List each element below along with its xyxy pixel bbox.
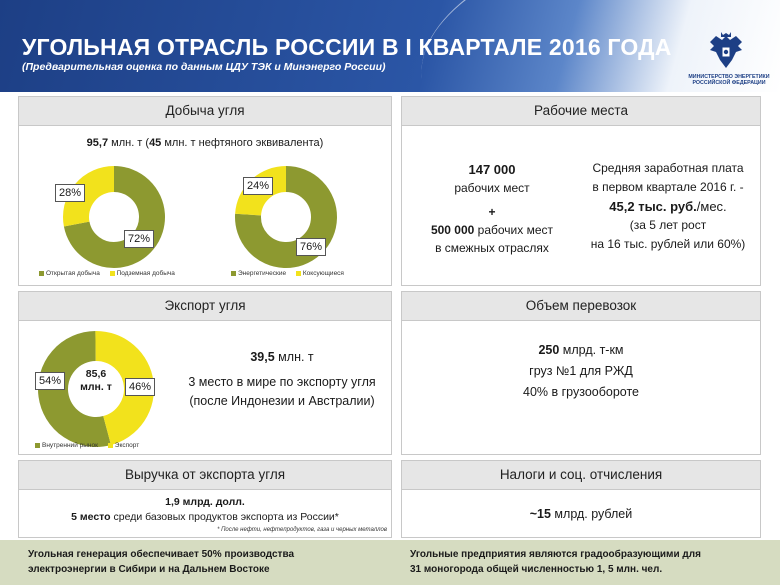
bottom-left-line1: Угольная генерация обеспечивает 50% производства — [28, 549, 295, 560]
salary-line1: Средняя заработная плата — [592, 161, 744, 175]
transport-panel — [401, 291, 761, 455]
revenue-rank-rest: среди базовых продуктов экспорта из России* — [110, 511, 339, 523]
revenue-footnote: * После нефти, нефтепродуктов, газа и черных металлов — [217, 527, 387, 533]
bottom-right-text — [410, 547, 701, 577]
taxes-unit: млрд. рублей — [550, 507, 633, 521]
salary-line4: (за 5 лет рост — [629, 218, 707, 232]
export-total-unit: млн. т — [80, 381, 112, 393]
bottom-right-line1: Угольные предприятия являются градообразующими для — [410, 549, 701, 560]
legend-swatch-yellow — [110, 271, 115, 276]
export-rank-line2: (после Индонезии и Австралии) — [189, 394, 375, 408]
export-rank-line1: 3 место в мире по экспорту угля — [188, 375, 376, 389]
transport-line3: 40% в грузообороте — [523, 385, 639, 399]
production-title: Добыча угля — [19, 97, 391, 126]
export-donut-center — [67, 368, 125, 394]
ministry-label: МИНИСТЕРСТВО ЭНЕРГЕТИКИ РОССИЙСКОЙ ФЕДЕРАЦИИ — [688, 74, 770, 86]
legend-energy-coal: Энергетические — [238, 270, 287, 277]
legend-swatch-yellow — [108, 443, 113, 448]
bottom-right-line2: 31 моногорода общей численностью 1, 5 млн. чел. — [410, 564, 663, 575]
donut2-label-a: 76% — [296, 238, 326, 256]
jobs-related-rest: рабочих мест — [474, 223, 554, 237]
export-label-a: 54% — [35, 372, 65, 390]
taxes-value: ~15 — [529, 507, 551, 521]
production-total-value: 95,7 — [86, 137, 109, 149]
salary-block — [578, 159, 758, 254]
production-total — [19, 137, 391, 149]
revenue-text-block — [19, 495, 391, 525]
export-label-b: 46% — [125, 378, 155, 396]
export-volume-value: 39,5 — [250, 350, 275, 364]
jobs-related-line2: в смежных отраслях — [435, 241, 549, 255]
taxes-text-block — [402, 505, 760, 523]
legend-swatch-olive — [231, 271, 236, 276]
production-total-mid: млн. т ( — [108, 137, 150, 149]
revenue-panel — [18, 460, 392, 538]
jobs-panel — [401, 96, 761, 286]
salary-unit: /мес. — [696, 199, 727, 214]
legend-export: Экспорт — [114, 442, 140, 449]
transport-value: 250 — [538, 343, 560, 357]
transport-unit: млрд. т-км — [559, 343, 624, 357]
legend-swatch-olive — [35, 443, 40, 448]
export-text-block — [177, 348, 387, 411]
taxes-panel — [401, 460, 761, 538]
revenue-value: 1,9 млрд. долл. — [165, 496, 245, 508]
transport-text-block — [402, 340, 760, 403]
taxes-title: Налоги и соц. отчисления — [402, 461, 760, 490]
legend-swatch-olive — [39, 271, 44, 276]
page-title: УГОЛЬНАЯ ОТРАСЛЬ РОССИИ В I КВАРТАЛЕ 2016 ГОДА — [22, 34, 672, 60]
header-banner — [0, 0, 780, 92]
export-volume-unit: млн. т — [274, 350, 314, 364]
salary-value: 45,2 тыс. руб. — [609, 199, 697, 214]
bottom-band — [0, 540, 780, 585]
export-panel — [18, 291, 392, 455]
transport-title: Объем перевозок — [402, 292, 760, 321]
production-total-rest: млн. т нефтяного эквивалента) — [161, 137, 324, 149]
jobs-left-block — [412, 161, 572, 257]
legend-open-mining: Открытая добыча — [46, 270, 100, 277]
export-title: Экспорт угля — [19, 292, 391, 321]
jobs-plus: + — [488, 205, 496, 219]
bottom-left-line2: электроэнергии в Сибири и на Дальнем Востоке — [28, 564, 270, 575]
legend-swatch-yellow — [296, 271, 301, 276]
bottom-left-text — [28, 547, 294, 577]
salary-line5: на 16 тыс. рублей или 60%) — [590, 237, 746, 251]
production-oil-eq-value: 45 — [149, 137, 162, 149]
jobs-title: Рабочие места — [402, 97, 760, 126]
page-subtitle: (Предварительная оценка по данным ЦДУ ТЭК и Минэнерго России) — [22, 61, 386, 73]
export-legend — [35, 442, 139, 449]
double-headed-eagle-icon — [706, 30, 746, 74]
revenue-rank: 5 место — [71, 511, 111, 523]
revenue-title: Выручка от экспорта угля — [19, 461, 391, 490]
salary-line2: в первом квартале 2016 г. - — [592, 180, 744, 194]
donut1-label-b: 28% — [55, 184, 85, 202]
production-panel — [18, 96, 392, 286]
donut2-label-b: 24% — [243, 177, 273, 195]
jobs-count-label: рабочих мест — [454, 181, 530, 195]
donut2-legend — [231, 270, 344, 277]
legend-underground-mining: Подземная добыча — [116, 270, 175, 277]
export-total-value: 85,6 — [85, 368, 107, 380]
donut1-label-a: 72% — [124, 230, 154, 248]
jobs-count: 147 000 — [468, 162, 516, 177]
legend-domestic: Внутренний рынок — [42, 442, 98, 449]
legend-coking-coal: Коксующиеся — [302, 270, 344, 277]
jobs-related-value: 500 000 — [430, 223, 475, 237]
production-donut-1 — [62, 165, 166, 269]
transport-line2: груз №1 для РЖД — [529, 364, 633, 378]
donut1-legend — [39, 270, 175, 277]
